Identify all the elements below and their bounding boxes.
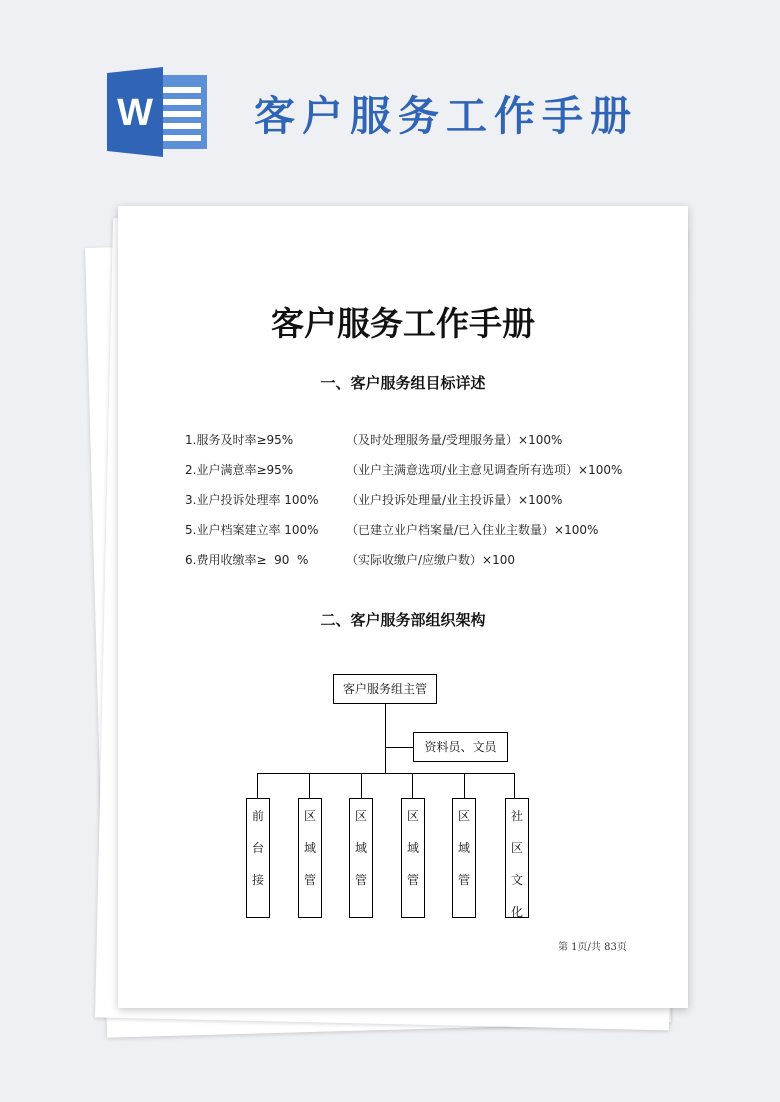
unit-char: 域: [303, 841, 316, 855]
unit-char: 管: [354, 873, 367, 887]
unit-char: 前: [251, 809, 264, 823]
connector-line: [257, 773, 514, 774]
org-box-unit: [452, 798, 476, 918]
unit-char: 文: [510, 873, 523, 887]
unit-char: 区: [354, 809, 367, 823]
unit-char: 化: [510, 905, 523, 919]
logo-letter: W: [117, 92, 153, 134]
org-box-unit: [505, 798, 529, 918]
org-box-unit: [349, 798, 373, 918]
connector-line: [464, 773, 465, 798]
metric-row: [118, 550, 688, 570]
unit-char: 管: [303, 873, 316, 887]
unit-char: 社: [510, 809, 523, 823]
metric-formula: （实际收缴户/应缴户数）×100: [346, 553, 516, 567]
section-heading-goals: 一、客户服务组目标详述: [320, 374, 486, 392]
metric-row: [118, 520, 688, 540]
unit-char: 接: [251, 873, 264, 887]
word-document-icon: [107, 67, 209, 157]
connector-line: [385, 704, 386, 774]
metric-formula: （业户主满意选项/业主意见调查所有选项）×100%: [346, 463, 623, 477]
unit-char: 台: [251, 841, 264, 855]
connector-line: [412, 773, 413, 798]
unit-char: 域: [354, 841, 367, 855]
unit-char: 区: [457, 809, 470, 823]
document-title: 客户服务工作手册: [271, 304, 535, 343]
unit-char: 管: [406, 873, 419, 887]
metric-formula: （及时处理服务量/受理服务量）×100%: [346, 433, 563, 447]
unit-char: 管: [457, 873, 470, 887]
org-box-unit: [401, 798, 425, 918]
org-box-unit: [298, 798, 322, 918]
metric-row: [118, 430, 688, 450]
metric-row: [118, 490, 688, 510]
metric-formula: （业户投诉处理量/业主投诉量）×100%: [346, 493, 563, 507]
connector-line: [385, 747, 413, 748]
document-page: [118, 206, 688, 1008]
unit-char: 区: [406, 809, 419, 823]
banner-title: 客户服务工作手册: [254, 92, 638, 140]
metric-label: 3.业户投诉处理率 100%: [185, 493, 319, 507]
org-box-unit: [246, 798, 270, 918]
connector-line: [514, 773, 515, 798]
org-box-head: 客户服务组主管: [333, 674, 437, 704]
connector-line: [309, 773, 310, 798]
section-heading-org: 二、客户服务部组织架构: [320, 611, 486, 629]
metric-label: 1.服务及时率≥95%: [185, 433, 294, 447]
page-number: 第 1页/共 83页: [558, 942, 627, 953]
connector-line: [257, 773, 258, 798]
unit-char: 区: [510, 841, 523, 855]
metric-formula: （已建立业户档案量/已入住业主数量）×100%: [346, 523, 599, 537]
metric-label: 2.业户满意率≥95%: [185, 463, 294, 477]
connector-line: [361, 773, 362, 798]
unit-char: 域: [406, 841, 419, 855]
unit-char: 域: [457, 841, 470, 855]
metric-row: [118, 460, 688, 480]
banner: [0, 0, 780, 200]
metric-label: 5.业户档案建立率 100%: [185, 523, 319, 537]
unit-char: 区: [303, 809, 316, 823]
metric-label: 6.费用收缴率≥ 90 %: [185, 553, 309, 567]
org-box-assistant: 资料员、文员: [413, 732, 508, 762]
